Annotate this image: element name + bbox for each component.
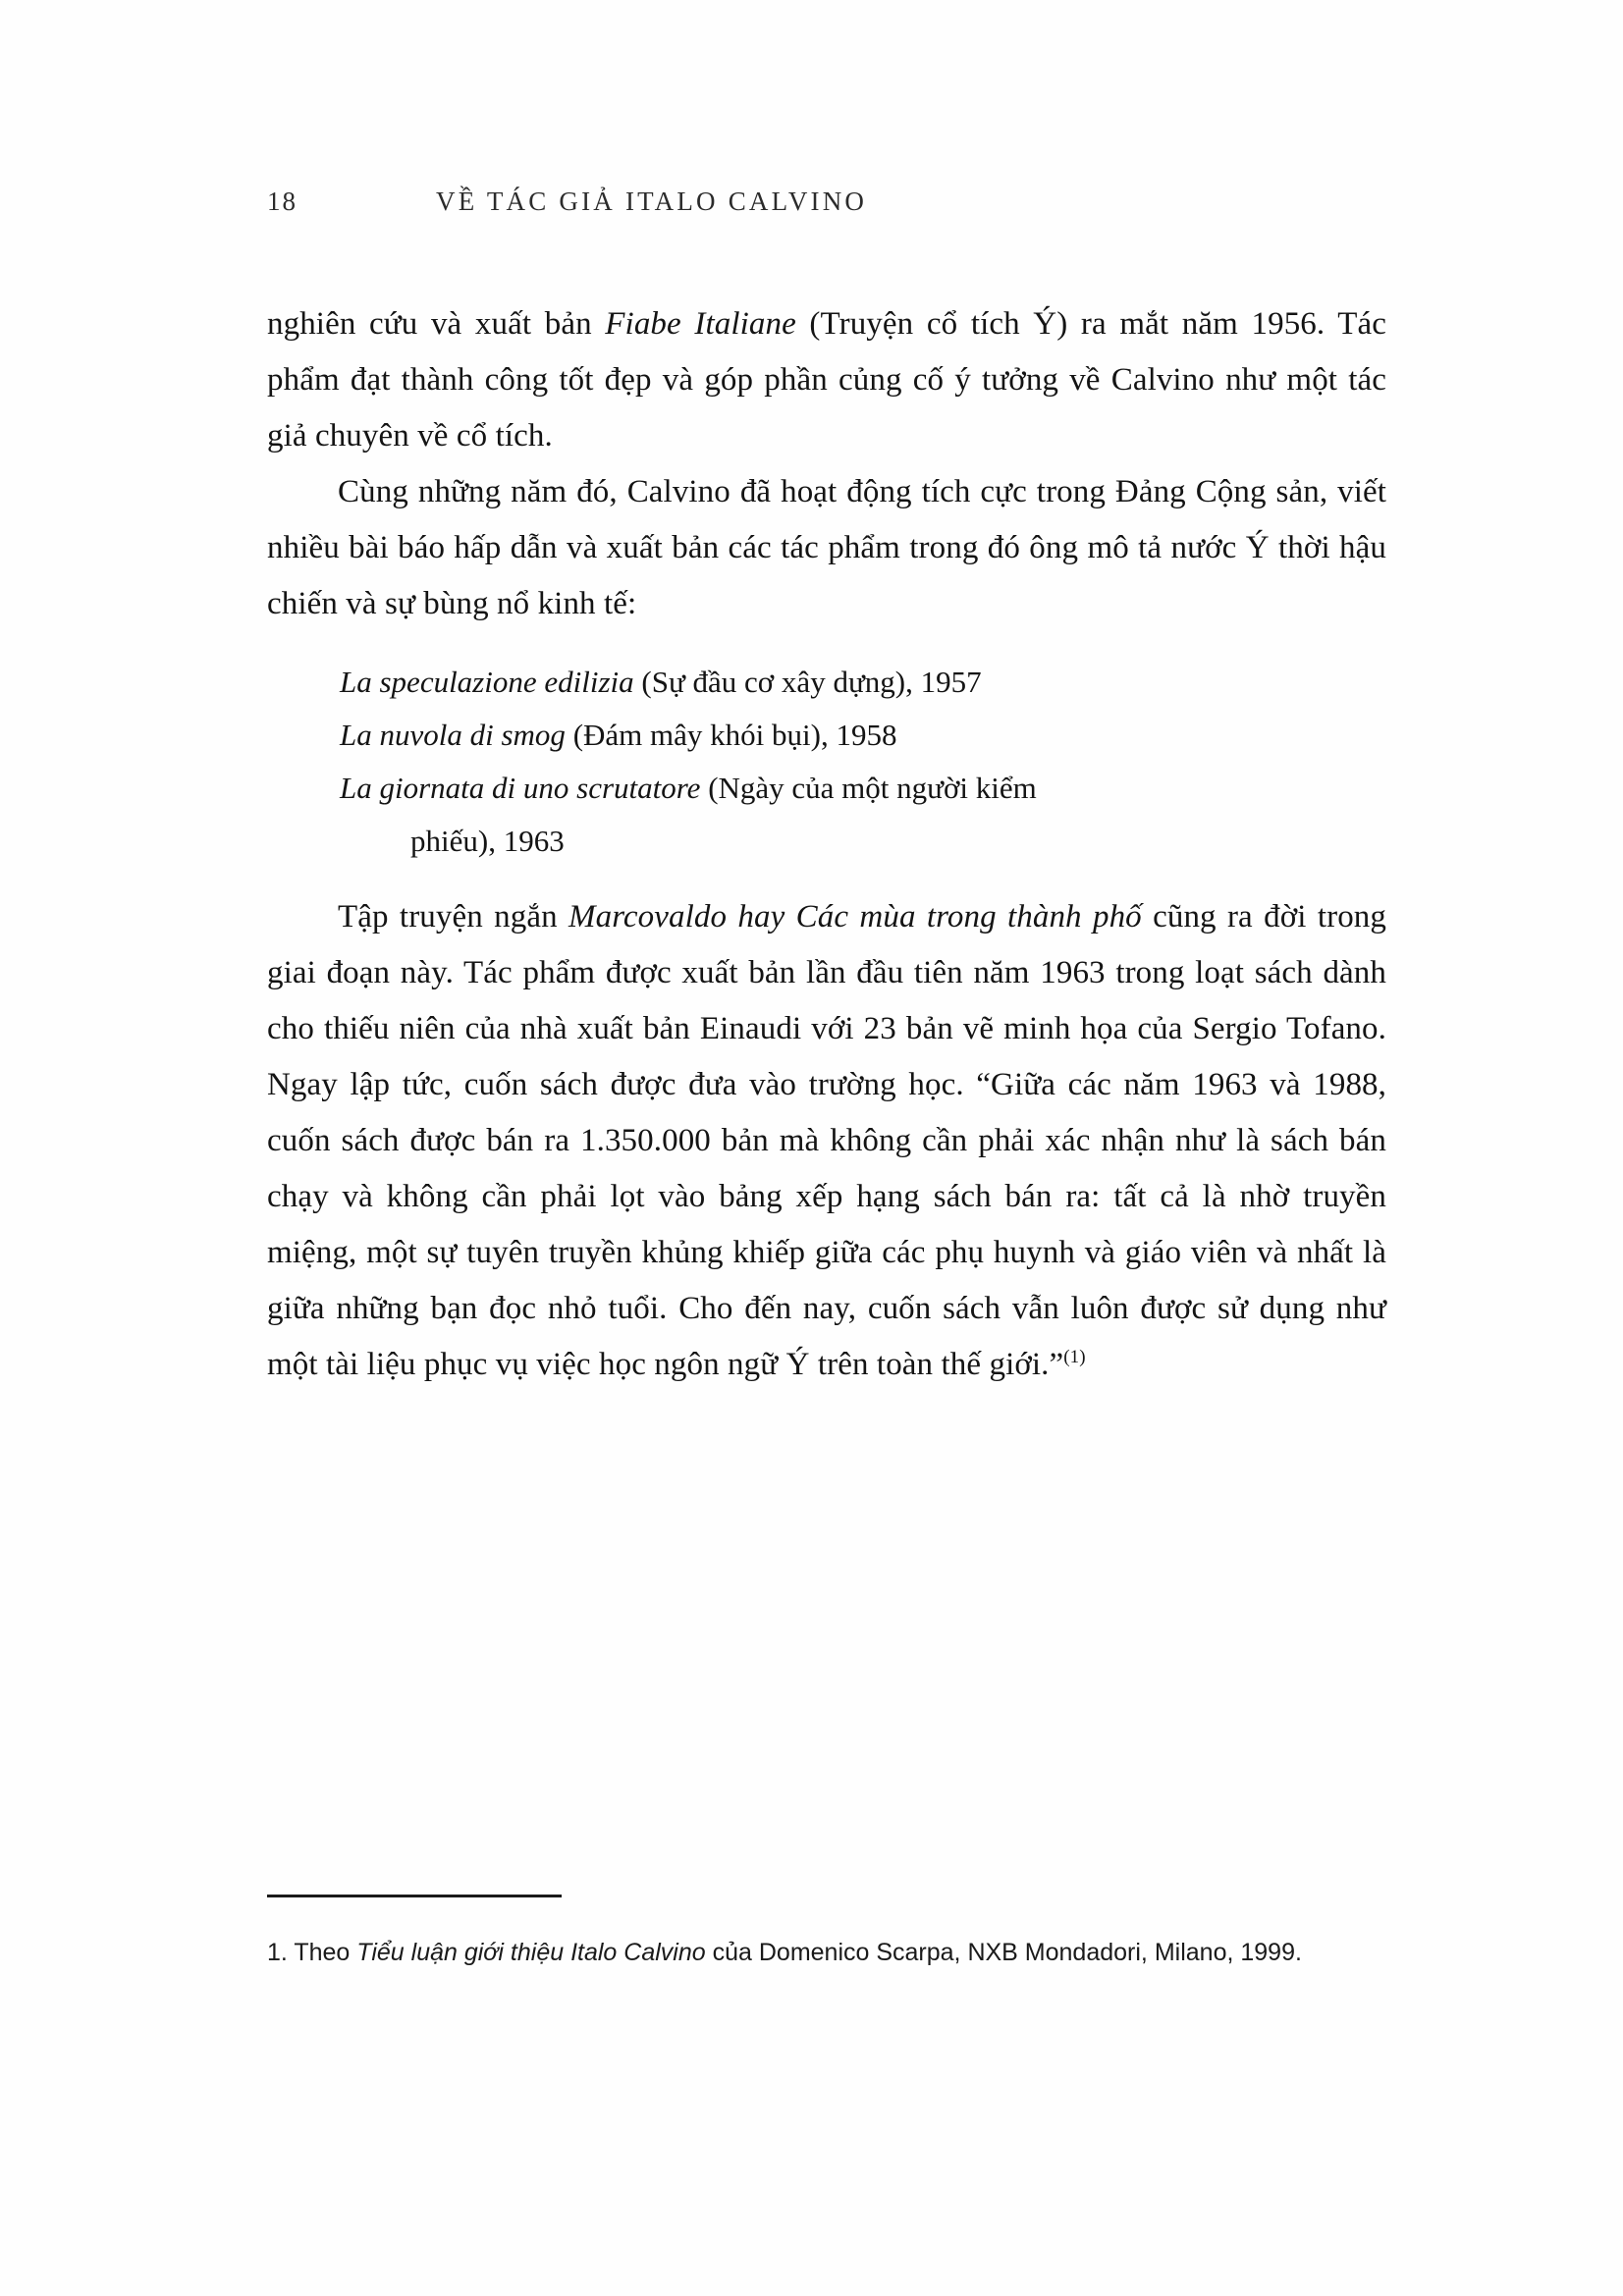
footnote-divider [267, 1895, 562, 1897]
work-gloss-continued: phiếu), 1963 [410, 824, 565, 858]
page-content [267, 187, 1386, 1393]
paragraph-1-part2: (Truyện cổ tích Ý) ra mắt năm 1956. Tác phẩm đạt thành công tốt đẹp và góp phần củng cố ý tưởng về Calvino như một tác giả chuyên về cổ tích. [267, 306, 1386, 454]
work-gloss: (Ngày của một người kiểm [700, 771, 1037, 805]
body-text [267, 296, 1386, 1393]
footnote-lead: Theo [294, 1939, 357, 1966]
work-title: La giornata di uno scrutatore [340, 771, 701, 805]
running-head [267, 187, 1386, 234]
work-item [340, 656, 1386, 709]
book-title-fiabe-italiane: Fiabe Italiane [605, 306, 796, 342]
work-gloss: (Đám mây khói bụi), 1958 [565, 718, 897, 752]
work-title: La nuvola di smog [340, 718, 566, 752]
paragraph-3 [267, 889, 1386, 1393]
page-number: 18 [267, 187, 298, 216]
work-item [340, 709, 1386, 762]
paragraph-1 [267, 296, 1386, 464]
paragraph-1-part1: nghiên cứu và xuất bản [267, 306, 606, 342]
work-gloss: (Sự đầu cơ xây dựng), 1957 [633, 665, 982, 699]
works-list [267, 656, 1386, 868]
footnote-area [267, 1895, 1386, 1975]
book-title-marcovaldo: Marcovaldo hay Các mùa trong thành phố [568, 899, 1142, 934]
paragraph-3-part1: Tập truyện ngắn [338, 899, 569, 934]
work-item [340, 762, 1386, 868]
footnote-source-title: Tiểu luận giới thiệu Italo Calvino [356, 1939, 706, 1966]
footnote-rest: của Domenico Scarpa, NXB Mondadori, Milano, 1999. [705, 1939, 1302, 1966]
paragraph-2: Cùng những năm đó, Calvino đã hoạt động tích cực trong Đảng Cộng sản, viết nhiều bài báo hấp dẫn và xuất bản các tác phẩm trong đó ông mô tả nước Ý thời hậu chiến và sự bùng nổ kinh tế: [267, 474, 1386, 621]
paragraph-3-part2: cũng ra đời trong giai đoạn này. Tác phẩm được xuất bản lần đầu tiên năm 1963 trong loạt sách dành cho thiếu niên của nhà xuất bản Einaudi với 23 bản vẽ minh họa của Sergio Tofano. Ngay lập tức, cuốn sách được đưa vào trường học. “Giữa các năm 1963 và 1988, cuốn sách được bán ra 1.350.000 bản mà không cần phải xác nhận như là sách bán chạy và không cần phải lọt vào bảng xếp hạng sách bán ra: tất cả là nhờ truyền miệng, một sự tuyên truyền khủng khiếp giữa các phụ huynh và giáo viên và nhất là giữa những bạn đọc nhỏ tuổi. Cho đến nay, cuốn sách vẫn luôn được sử dụng như một tài liệu phục vụ việc học ngôn ngữ Ý trên toàn thế giới.” [267, 899, 1387, 1382]
footnote-number: 1. [267, 1939, 295, 1966]
footnote-marker: (1) [1063, 1347, 1086, 1367]
footnote-1 [267, 1931, 1386, 1975]
work-title: La speculazione edilizia [340, 665, 634, 699]
running-head-title: VỀ TÁC GIẢ ITALO CALVINO [436, 187, 868, 216]
